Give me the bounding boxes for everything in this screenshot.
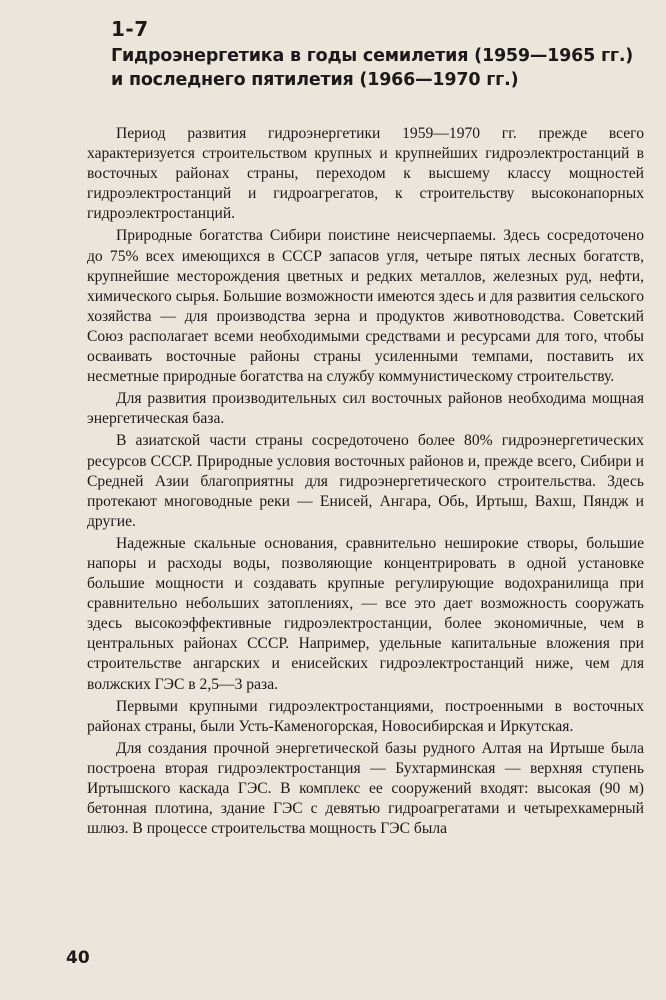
section-title-line: Гидроэнергетика в годы семилетия (1959—1965 гг.): [111, 46, 634, 66]
paragraph: Природные богатства Сибири поистине неисчерпаемы. Здесь сосредоточено до 75% всех имеющихся в СССР запасов угля, четыре пятых лесных богатств, крупнейшие месторождения цветных и редких металлов, железных руд, нефти, химического сырья. Большие возможности имеются здесь и для развития сельского хозяйства — для производства зерна и продуктов животноводства. Советский Союз располагает всеми необходимыми средствами и ресурсами для того, чтобы осваивать восточные районы страны усиленными темпами, поставить их несметные природные богатства на службу коммунистическому строительству.: [87, 227, 644, 386]
section-number: 1-7: [111, 17, 149, 41]
paragraph: Период развития гидроэнергетики 1959—1970 гг. прежде всего характеризуется строительством крупных и крупнейших гидроэлектростанций в восточных районах страны, переходом к высшему классу мощностей гидроэлектростанций и гидроагрегатов, к строительству высоконапорных гидроэлектростанций.: [87, 125, 644, 223]
section-title-line: и последнего пятилетия (1966—1970 гг.): [111, 70, 519, 90]
paragraph: Первыми крупными гидроэлектростанциями, построенными в восточных районах страны, были Усть-Каменогорская, Новосибирская и Иркутская.: [87, 697, 644, 735]
body-text: [87, 124, 644, 841]
page-number: 40: [66, 948, 90, 968]
paragraph: В азиатской части страны сосредоточено более 80% гидроэнергетических ресурсов СССР. Природные условия восточных районов и, прежде всего, Сибири и Средней Азии благоприятны для гидроэнергетического строительства. Здесь протекают многоводные реки — Енисей, Ангара, Обь, Иртыш, Вахш, Пяндж и другие.: [87, 432, 644, 530]
paragraph: Для создания прочной энергетической базы рудного Алтая на Иртыше была построена вторая гидроэлектростанция — Бухтарминская — верхняя ступень Иртышского каскада ГЭС. В комплекс ее сооружений входят: высокая (90 м) бетонная плотина, здание ГЭС с девятью гидроагрегатами и четырехкамерный шлюз. В процессе строительства мощность ГЭС была: [87, 739, 644, 838]
paragraph: Для развития производительных сил восточных районов необходима мощная энергетическая база.: [87, 390, 644, 428]
section-title: [111, 44, 651, 92]
paragraph: Надежные скальные основания, сравнительно неширокие створы, большие напоры и расходы воды, позволяющие концентрировать в одной установке большие мощности и создавать крупные регулирующие водохранилища при сравнительно небольших затоплениях, — все это дает возможность сооружать здесь высокоэффективные гидроэлектростанции, более экономичные, чем в центральных районах СССР. Например, удельные капитальные вложения при строительстве ангарских и енисейских гидроэлектростанций ниже, чем для волжских ГЭС в 2,5—3 раза.: [87, 534, 644, 693]
